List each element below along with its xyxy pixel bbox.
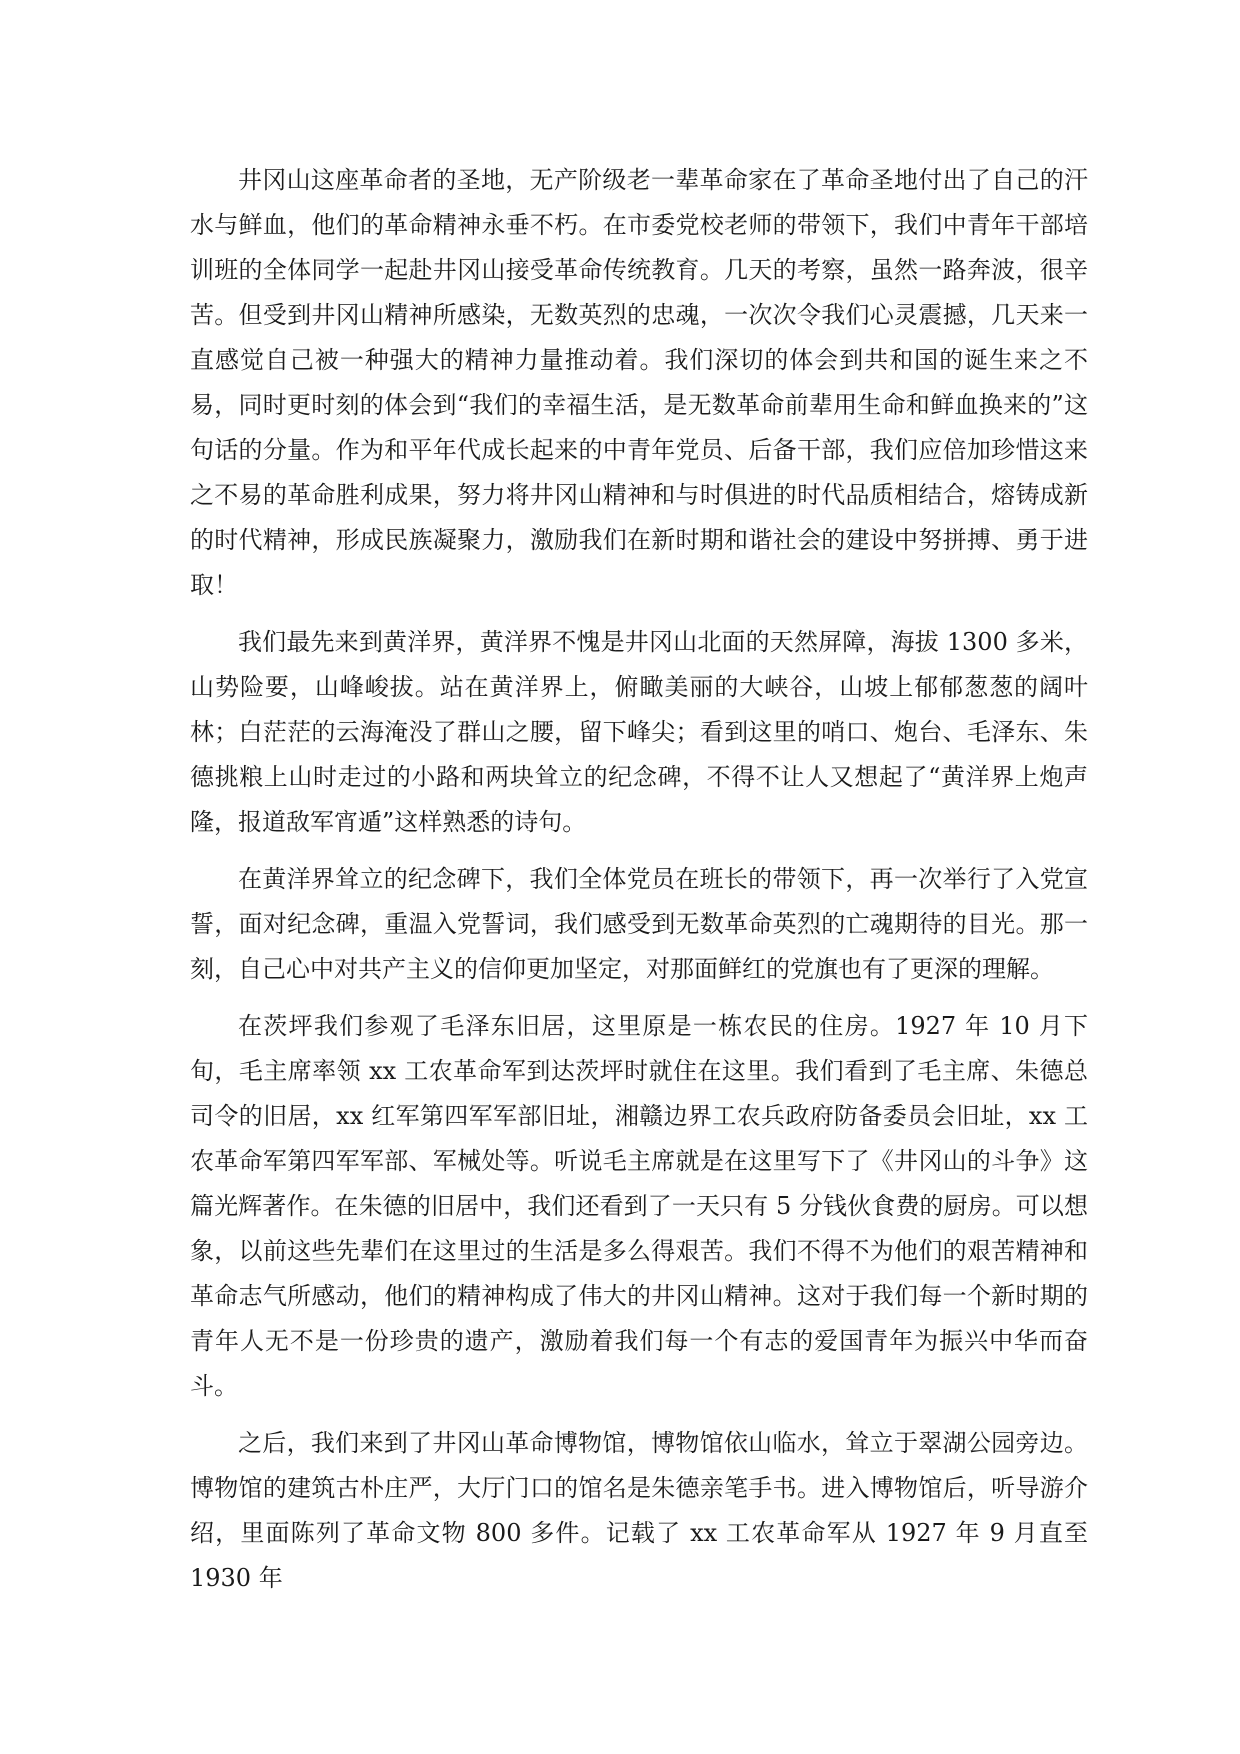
paragraph: 井冈山这座革命者的圣地，无产阶级老一辈革命家在了革命圣地付出了自己的汗水与鲜血，他们的革命精神永垂不朽。在市委党校老师的带领下，我们中青年干部培训班的全体同学一起赴井冈山接受革命传统教育。几天的考察，虽然一路奔波，很辛苦。但受到井冈山精神所感染，无数英烈的忠魂，一次次令我们心灵震撼，几天来一直感觉自己被一种强大的精神力量推动着。我们深切的体会到共和国的诞生来之不易，同时更时刻的体会到“我们的幸福生活，是无数革命前辈用生命和鲜血换来的”这句话的分量。作为和平年代成长起来的中青年党员、后备干部，我们应倍加珍惜这来之不易的革命胜利成果，努力将井冈山精神和与时俱进的时代品质相结合，熔铸成新的时代精神，形成民族凝聚力，激励我们在新时期和谐社会的建设中努拼搏、勇于进取！	[190, 166, 1088, 599]
paragraph: 之后，我们来到了井冈山革命博物馆，博物馆依山临水，耸立于翠湖公园旁边。博物馆的建筑古朴庄严，大厅门口的馆名是朱德亲笔手书。进入博物馆后，听导游介绍，里面陈列了革命文物 800 多件。记载了 xx 工农革命军从 1927 年 9 月直至 1930 年	[190, 1429, 1088, 1592]
paragraph: 在茨坪我们参观了毛泽东旧居，这里原是一栋农民的住房。1927 年 10 月下旬，毛主席率领 xx 工农革命军到达茨坪时就住在这里。我们看到了毛主席、朱德总司令的旧居，xx 红军第四军军部旧址，湘赣边界工农兵政府防备委员会旧址，xx 工农革命军第四军军部、军械处等。听说毛主席就是在这里写下了《井冈山的斗争》这篇光辉著作。在朱德的旧居中，我们还看到了一天只有 5 分钱伙食费的厨房。可以想象，以前这些先辈们在这里过的生活是多么得艰苦。我们不得不为他们的艰苦精神和革命志气所感动，他们的精神构成了伟大的井冈山精神。这对于我们每一个新时期的青年人无不是一份珍贵的遗产，激励着我们每一个有志的爱国青年为振兴中华而奋斗。	[190, 1012, 1088, 1400]
document-body	[190, 158, 1088, 1601]
paragraph: 在黄洋界耸立的纪念碑下，我们全体党员在班长的带领下，再一次举行了入党宣誓，面对纪念碑，重温入党誓词，我们感受到无数革命英烈的亡魂期待的目光。那一刻，自己心中对共产主义的信仰更加坚定，对那面鲜红的党旗也有了更深的理解。	[190, 865, 1088, 983]
paragraph: 我们最先来到黄洋界，黄洋界不愧是井冈山北面的天然屏障，海拔 1300 多米，山势险要，山峰峻拔。站在黄洋界上，俯瞰美丽的大峡谷，山坡上郁郁葱葱的阔叶林；白茫茫的云海淹没了群山之腰，留下峰尖；看到这里的哨口、炮台、毛泽东、朱德挑粮上山时走过的小路和两块耸立的纪念碑，不得不让人又想起了“黄洋界上炮声隆，报道敌军宵遁”这样熟悉的诗句。	[190, 628, 1088, 836]
